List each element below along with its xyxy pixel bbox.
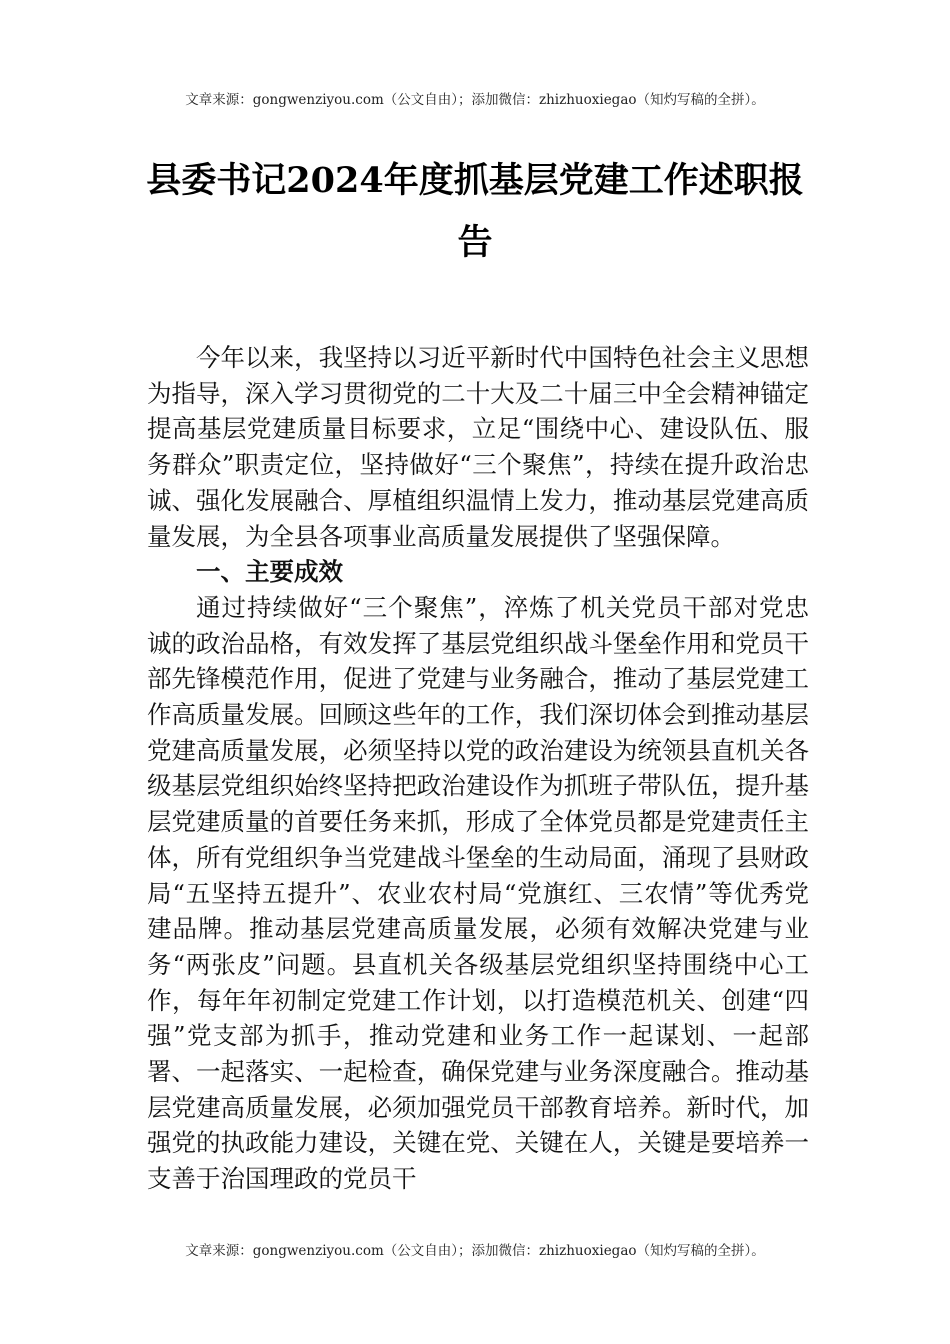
section-paragraph: 通过持续做好“三个聚焦”，淬炼了机关党员干部对党忠诚的政治品格，有效发挥了基层党组织战斗堡垒作用和党员干部先锋模范作用，促进了党建与业务融合，推动了基层党建工作高质量发展。回顾这些年的工作，我们深切体会到推动基层党建高质量发展，必须坚持以党的政治建设为统领县直机关各级基层党组织始终坚持把政治建设作为抓班子带队伍，提升基层党建质量的首要任务来抓，形成了全体党员都是党建责任主体，所有党组织争当党建战斗堡垒的生动局面，涌现了县财政局“五坚持五提升”、农业农村局“党旗红、三农情”等优秀党建品牌。推动基层党建高质量发展，必须有效解决党建与业务“两张皮”问题。县直机关各级基层党组织坚持围绕中心工作，每年年初制定党建工作计划，以打造模范机关、创建“四强”党支部为抓手，推动党建和业务工作一起谋划、一起部署、一起落实、一起检查，确保党建与业务深度融合。推动基层党建高质量发展，必须加强党员干部教育培养。新时代，加强党的执政能力建设，关键在党、关键在人，关键是要培养一支善于治国理政的党员干	[147, 592, 809, 1194]
footer-source-line: 文章来源：gongwenziyou.com（公文自由）；添加微信：zhizhuoxiegao（知灼写稿的全拼）。	[185, 1243, 765, 1259]
section-heading: 一、主要成效	[196, 557, 343, 587]
header-source-line: 文章来源：gongwenziyou.com（公文自由）；添加微信：zhizhuoxiegao（知灼写稿的全拼）。	[185, 92, 765, 108]
document-body	[147, 340, 809, 1197]
document-title: 县委书记2024年度抓基层党建工作述职报告	[146, 160, 804, 263]
intro-paragraph: 今年以来，我坚持以习近平新时代中国特色社会主义思想为指导，深入学习贯彻党的二十大及二十届三中全会精神锚定提高基层党建质量目标要求，立足“围绕中心、建设队伍、服务群众”职责定位，坚持做好“三个聚焦”，持续在提升政治忠诚、强化发展融合、厚植组织温情上发力，推动基层党建高质量发展，为全县各项事业高质量发展提供了坚强保障。	[147, 343, 809, 551]
